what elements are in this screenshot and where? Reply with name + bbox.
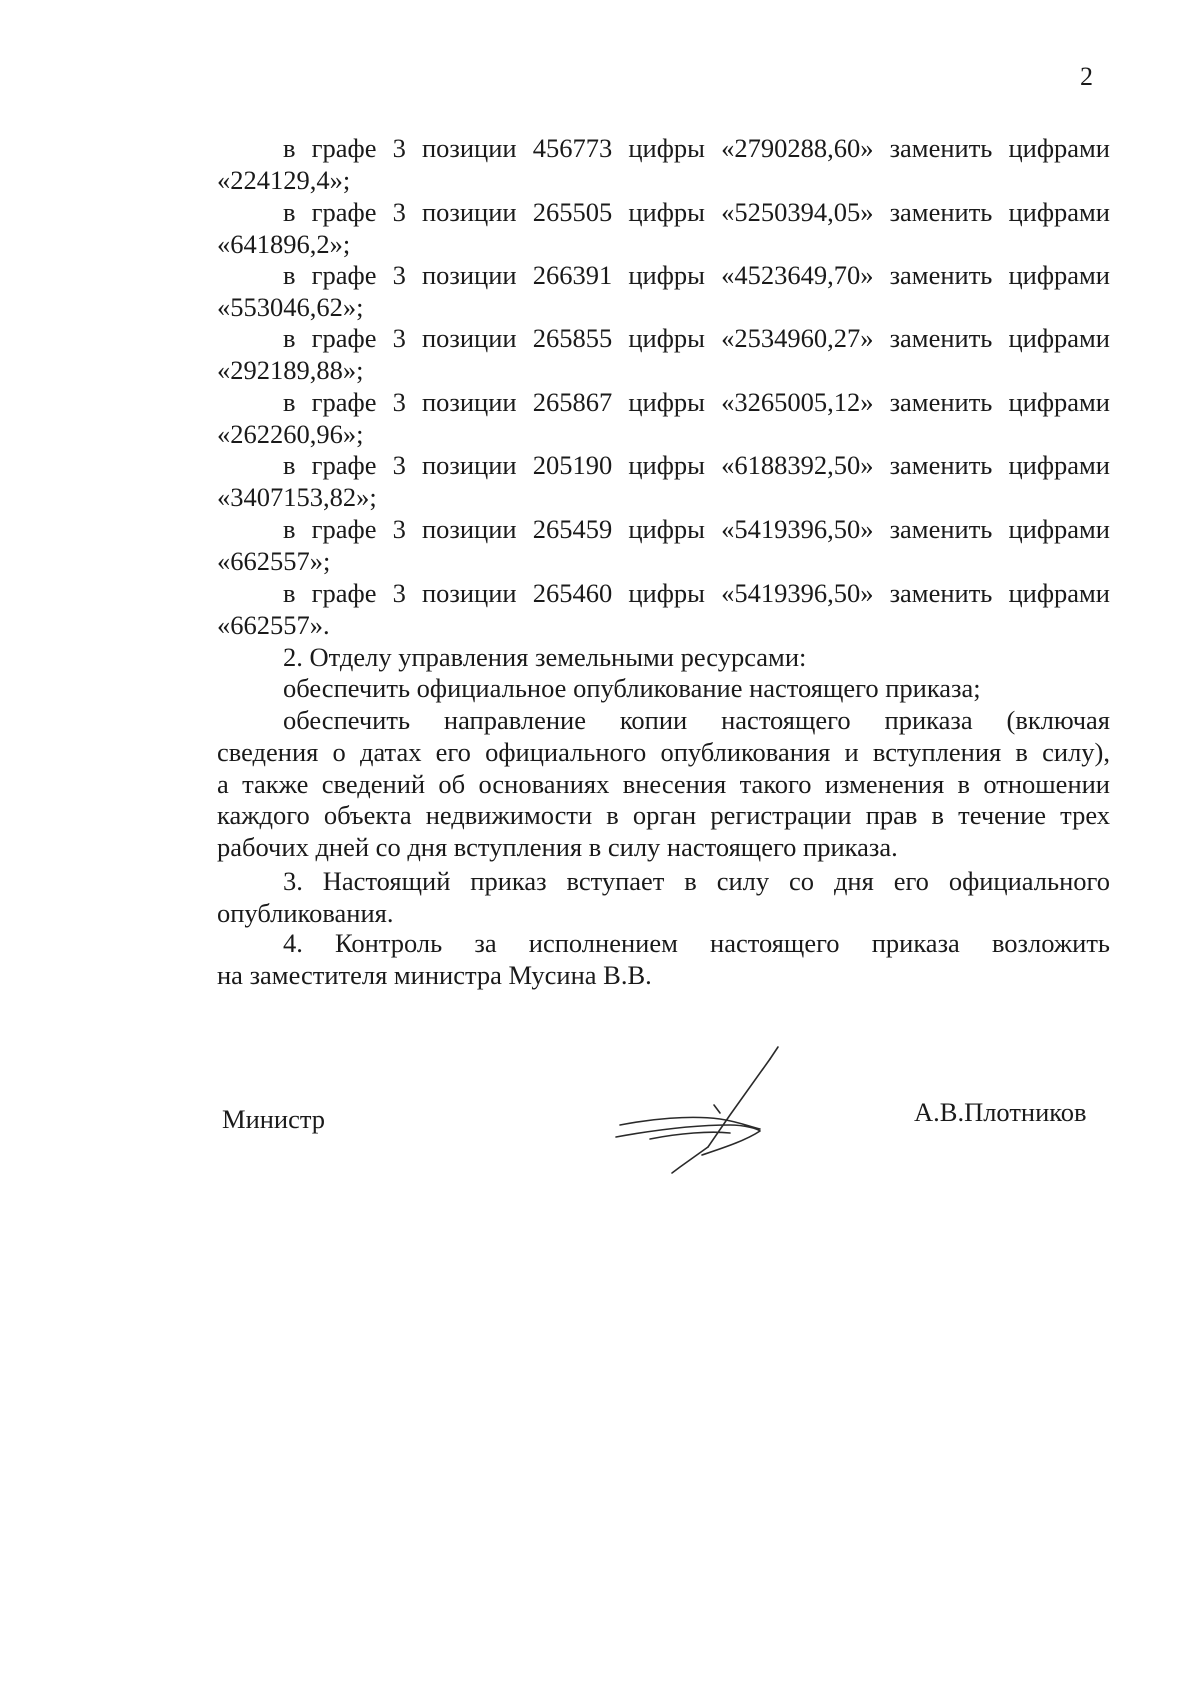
text-line: в графе 3 позиции 266391 цифры «4523649,70» заменить цифрами: [283, 260, 1110, 290]
handwritten-signature: [610, 1045, 790, 1180]
page-number: 2: [1080, 62, 1093, 91]
signer-name: А.В.Плотников: [914, 1097, 1087, 1127]
text-line: в графе 3 позиции 265505 цифры «5250394,05» заменить цифрами: [283, 197, 1110, 227]
text-line: рабочих дней со дня вступления в силу настоящего приказа.: [217, 832, 898, 862]
text-line: 2. Отделу управления земельными ресурсами:: [283, 642, 807, 672]
text-line: в графе 3 позиции 265867 цифры «3265005,12» заменить цифрами: [283, 387, 1110, 417]
text-line: в графе 3 позиции 265459 цифры «5419396,50» заменить цифрами: [283, 514, 1110, 544]
text-line: обеспечить направление копии настоящего приказа (включая: [283, 705, 1110, 735]
text-line: 3. Настоящий приказ вступает в силу со дня его официального: [283, 866, 1110, 896]
text-line: «292189,88»;: [217, 355, 364, 385]
text-line: на заместителя министра Мусина В.В.: [217, 960, 652, 990]
text-line: в графе 3 позиции 456773 цифры «2790288,60» заменить цифрами: [283, 133, 1110, 163]
text-line: «662557»;: [217, 546, 331, 576]
signer-position: Министр: [222, 1104, 326, 1134]
text-line: каждого объекта недвижимости в орган регистрации прав в течение трех: [217, 800, 1110, 830]
text-line: «224129,4»;: [217, 165, 351, 195]
text-line: «641896,2»;: [217, 229, 351, 259]
text-line: «662557».: [217, 610, 330, 640]
text-line: а также сведений об основаниях внесения такого изменения в отношении: [217, 769, 1110, 799]
text-line: опубликования.: [217, 898, 394, 928]
text-line: «262260,96»;: [217, 419, 364, 449]
text-line: в графе 3 позиции 265855 цифры «2534960,27» заменить цифрами: [283, 323, 1110, 353]
text-line: обеспечить официальное опубликование настоящего приказа;: [283, 673, 981, 703]
text-line: сведения о датах его официального опубликования и вступления в силу),: [217, 737, 1110, 767]
text-line: 4. Контроль за исполнением настоящего приказа возложить: [283, 928, 1110, 958]
text-line: «553046,62»;: [217, 292, 364, 322]
text-line: «3407153,82»;: [217, 482, 377, 512]
text-line: в графе 3 позиции 205190 цифры «6188392,50» заменить цифрами: [283, 450, 1110, 480]
text-line: в графе 3 позиции 265460 цифры «5419396,50» заменить цифрами: [283, 578, 1110, 608]
